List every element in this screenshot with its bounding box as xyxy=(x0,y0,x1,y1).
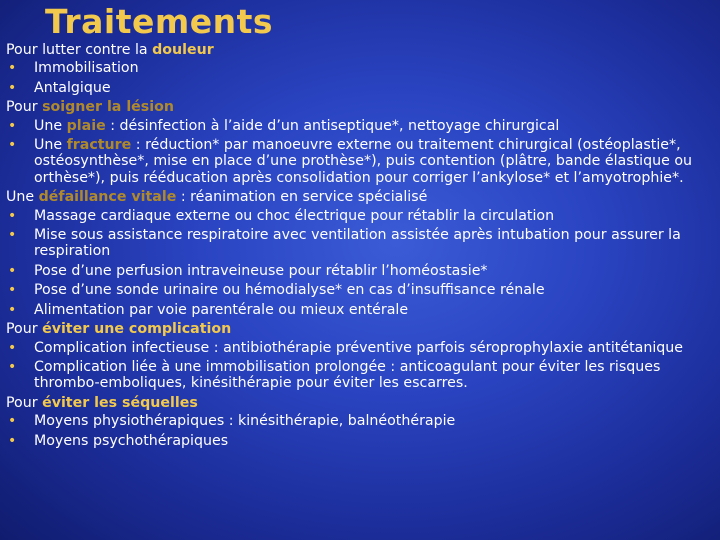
list-item: • Antalgique xyxy=(8,79,111,96)
bullet-icon: • xyxy=(8,339,17,356)
list-item: • Moyens psychothérapiques xyxy=(8,432,229,449)
list-item: • Massage cardiaque externe ou choc électrique pour rétablir la circulation xyxy=(8,207,555,224)
list-item: • Immobilisation xyxy=(8,60,139,77)
keyword: soigner la lésion xyxy=(42,99,174,116)
bullet-icon: • xyxy=(8,207,17,224)
list-item: • Complication infectieuse : antibiothérapie préventive parfois séroprophylaxie antitétanique xyxy=(8,339,683,356)
keyword: douleur xyxy=(152,42,214,58)
bullet-icon: • xyxy=(8,413,17,430)
list-item: • Pose d’une perfusion intraveineuse pour rétablir l’homéostasie* xyxy=(8,262,488,279)
bullet-icon: • xyxy=(8,79,17,96)
list-item: • Une fracture : réduction* par manoeuvre externe ou traitement chirurgical (ostéoplastie*, ostéosynthèse*, mise en place d’une prothèse*), puis contention (plâtre, bande élastique ou orthèse*), puis rééducation après consolidation pour corriger l’ankylose* et l’amyotrophie*. xyxy=(8,137,693,186)
section-heading-defaillance: Une défaillance vitale : réanimation en service spécialisé xyxy=(6,189,428,206)
bullet-icon: • xyxy=(8,60,17,77)
keyword: éviter une complication xyxy=(42,321,232,338)
bullet-icon: • xyxy=(8,432,17,449)
section-heading-douleur: Pour lutter contre la douleur xyxy=(6,42,214,58)
section-heading-sequelles: Pour éviter les séquelles xyxy=(6,394,198,411)
list-item: • Alimentation par voie parentérale ou mieux entérale xyxy=(8,301,409,318)
bullet-icon: • xyxy=(8,301,17,318)
section-heading-lesion: Pour soigner la lésion xyxy=(6,99,174,116)
list-item: • Pose d’une sonde urinaire ou hémodialyse* en cas d’insuffisance rénale xyxy=(8,282,545,299)
list-item: • Moyens physiothérapiques : kinésithérapie, balnéothérapie xyxy=(8,413,456,430)
bullet-icon: • xyxy=(8,117,17,134)
bullet-icon: • xyxy=(8,282,17,299)
bullet-icon: • xyxy=(8,262,17,279)
keyword: défaillance vitale xyxy=(38,189,177,206)
bullet-icon: • xyxy=(8,137,17,154)
section-heading-complication: Pour éviter une complication xyxy=(6,321,232,338)
bullet-icon: • xyxy=(8,227,17,244)
list-item: • Une plaie : désinfection à l’aide d’un antiseptique*, nettoyage chirurgical xyxy=(8,117,560,134)
slide-title: Traitements xyxy=(45,2,274,41)
keyword: éviter les séquelles xyxy=(42,394,198,411)
list-item: • Complication liée à une immobilisation prolongée : anticoagulant pour éviter les risques thrombo-emboliques, kinésithérapie pour éviter les escarres. xyxy=(8,358,661,392)
list-item: • Mise sous assistance respiratoire avec ventilation assistée après intubation pour assurer la respiration xyxy=(8,227,681,260)
slide-content xyxy=(6,42,712,452)
keyword: plaie xyxy=(66,117,106,134)
keyword: fracture xyxy=(66,137,132,154)
bullet-icon: • xyxy=(8,358,17,375)
